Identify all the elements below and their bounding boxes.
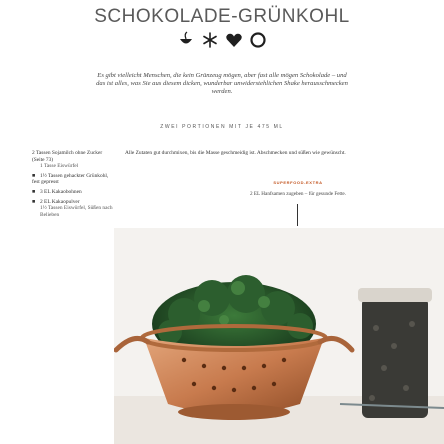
ingredient-sub: 1½ Tassen Eiswürfel, Süßen nach Belieben xyxy=(40,205,113,218)
snowflake-icon xyxy=(200,30,220,50)
ingredient-text: 3 EL Kakaobohnen xyxy=(40,188,82,195)
clock-icon xyxy=(248,30,268,50)
vegetarian-bowl-icon xyxy=(176,30,196,50)
recipe-title: SCHOKOLADE-GRÜNKOHL xyxy=(94,6,350,27)
recipe-icon-row xyxy=(0,30,444,50)
callout-line xyxy=(297,204,298,226)
portions-line: ZWEI PORTIONEN MIT JE 475 ML xyxy=(160,124,284,130)
bullet-icon: ■ xyxy=(32,172,36,179)
step-text: Alle Zutaten gut durchmixen, bis die Masse geschmeidig ist. Abschmecken und süßen wie gewünscht. xyxy=(125,150,346,156)
preparation-steps xyxy=(125,150,405,157)
ingredient-item xyxy=(32,150,116,170)
bullet-icon: ■ xyxy=(32,198,36,205)
ingredient-item xyxy=(32,199,116,219)
ingredient-item xyxy=(32,173,116,186)
ingredient-list xyxy=(32,150,116,221)
kale-colander-photo xyxy=(114,228,444,444)
bullet-icon: ■ xyxy=(32,188,36,195)
ingredient-text: 2 Tassen Sojamilch ohne Zucker (Seite 73) xyxy=(32,150,103,163)
ingredient-text: 1½ Tassen gehackter Grünkohl, fest gepresst xyxy=(32,172,109,186)
ingredient-item xyxy=(32,189,116,196)
ingredient-sub: 1 Tasse Eiswürfel xyxy=(40,163,79,170)
ingredient-text: 2 EL Kakaopulver xyxy=(40,198,80,205)
superfood-text: 2 EL Hanfsamen zugeben – für gesunde Fette. xyxy=(249,191,347,197)
heart-icon xyxy=(224,30,244,50)
superfood-label: SUPERFOOD-EXTRA xyxy=(273,180,323,185)
recipe-intro: Es gibt vielleicht Menschen, die kein Grünzeug mögen, aber fast alle mögen Schokolade – und das ist alles, was Sie aus diesem dicken, wunderbar unwiderstehlichen Shake herausschmecken werden. xyxy=(96,71,348,96)
